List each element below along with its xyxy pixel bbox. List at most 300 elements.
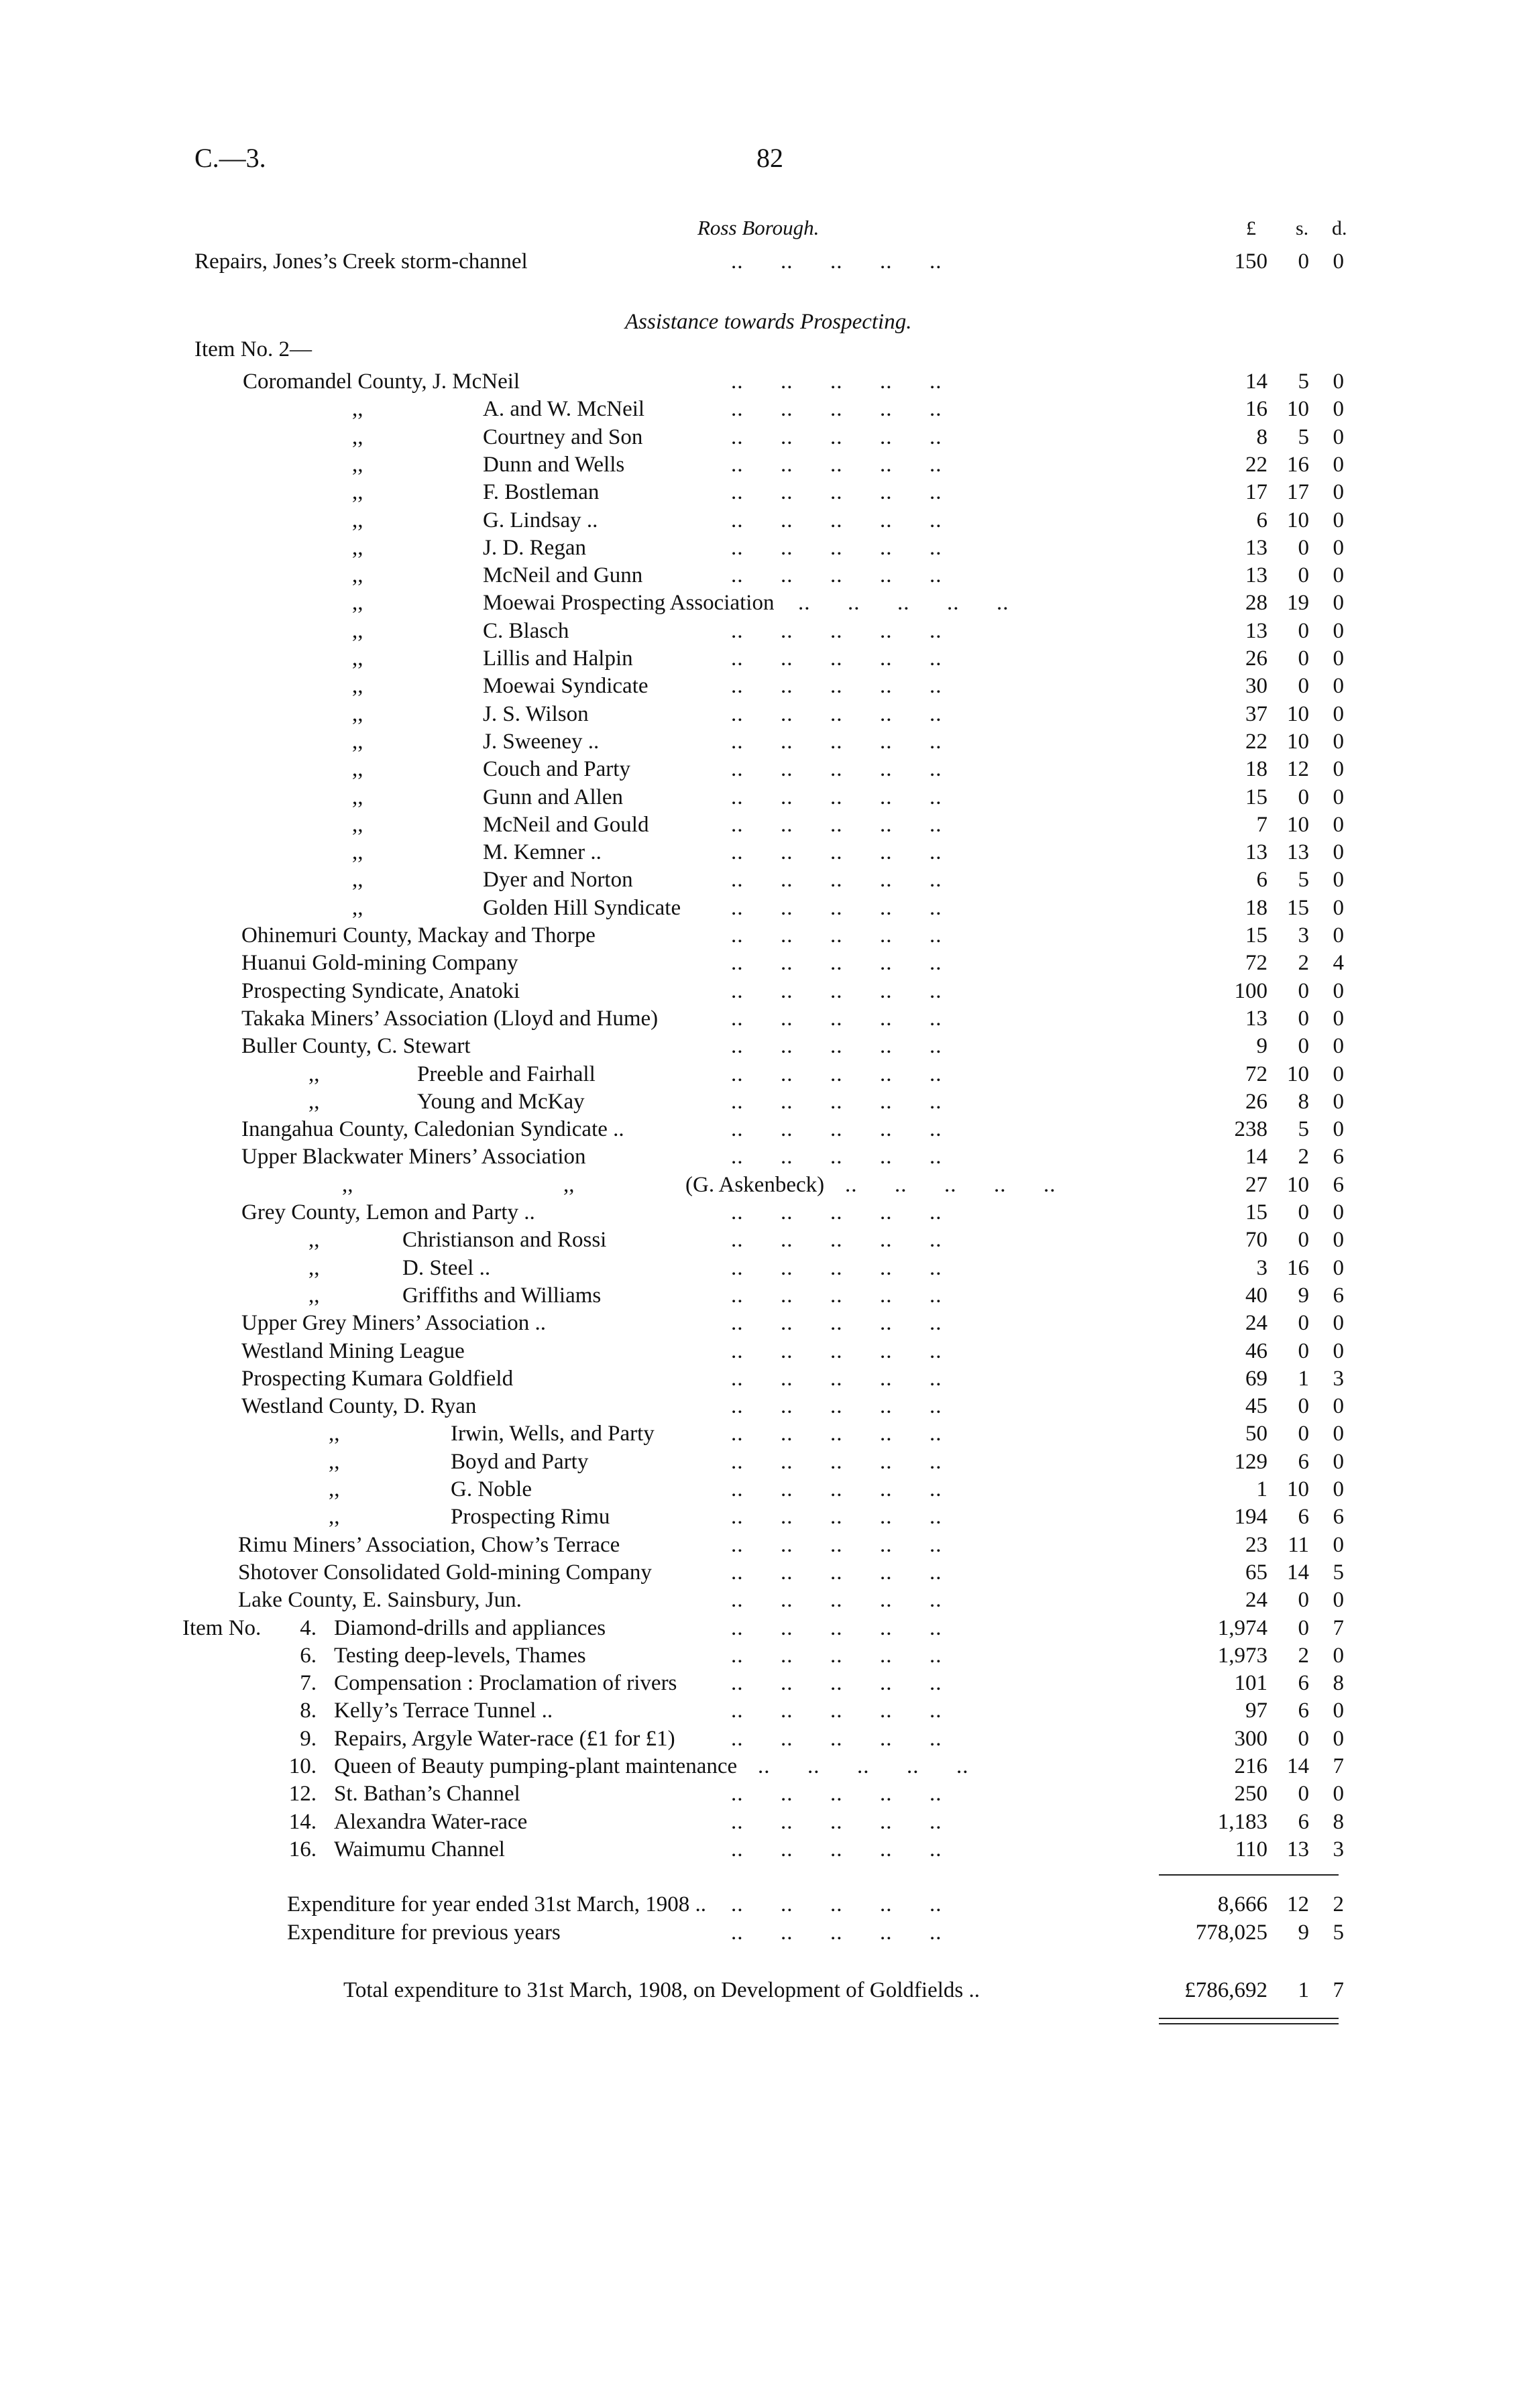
amount-pounds: £786,692 (1184, 1978, 1268, 2002)
row-label: Expenditure for previous years (287, 1920, 561, 1945)
report-reference: C.—3. (194, 143, 266, 173)
amount-pence: 2 (1333, 1892, 1344, 1916)
amount-shillings: 16 (1287, 1255, 1309, 1280)
amount-shillings: 11 (1288, 1532, 1309, 1557)
amount-pence: 6 (1333, 1145, 1344, 1169)
amount-pounds: 8,666 (1217, 1892, 1268, 1916)
item-number-prefix: Item No. (182, 1615, 262, 1640)
ditto-mark: ,, (352, 840, 363, 865)
amount-pence: 0 (1333, 452, 1344, 477)
leader-dots: .. .. .. .. .. (731, 397, 942, 422)
amount-shillings: 5 (1298, 1117, 1309, 1142)
leader-dots: .. .. .. .. .. (731, 535, 942, 560)
amount-pence: 7 (1333, 1615, 1344, 1640)
amount-pence: 0 (1333, 729, 1344, 754)
item-number: 10. (288, 1754, 317, 1778)
amount-pence: 0 (1333, 397, 1344, 422)
amount-pence: 0 (1333, 1699, 1344, 1723)
amount-pence: 0 (1333, 868, 1344, 893)
amount-pounds: 194 (1234, 1505, 1268, 1530)
ditto-mark: ,, (308, 1255, 320, 1280)
item-number: 4. (300, 1615, 317, 1640)
leader-dots: .. .. .. .. .. (731, 1892, 942, 1916)
leader-dots: .. .. .. .. .. (731, 1782, 942, 1807)
amount-shillings: 0 (1298, 1615, 1309, 1640)
row-label: Alexandra Water-race (334, 1809, 528, 1834)
amount-pence: 3 (1333, 1366, 1344, 1391)
leader-dots: .. .. .. .. .. (731, 480, 942, 505)
amount-shillings: 10 (1287, 701, 1309, 726)
row-label: Upper Grey Miners’ Association .. (241, 1311, 546, 1336)
amount-pence: 0 (1333, 1311, 1344, 1336)
leader-dots: .. .. .. .. .. (731, 923, 942, 948)
leader-dots: .. .. .. .. .. (731, 1532, 942, 1557)
ditto-mark: ,, (308, 1089, 320, 1114)
amount-shillings: 0 (1298, 674, 1309, 699)
amount-pence: 0 (1333, 1062, 1344, 1086)
row-label: Courtney and Son (483, 424, 643, 449)
amount-pence: 0 (1333, 978, 1344, 1003)
item-no-2-heading: Item No. 2— (194, 337, 313, 361)
amount-shillings: 1 (1298, 1366, 1309, 1391)
leader-dots: .. .. .. .. .. (731, 1200, 942, 1224)
leader-dots: .. .. .. .. .. (731, 1366, 942, 1391)
ditto-mark: ,, (352, 674, 363, 699)
leader-dots: .. .. .. .. .. (798, 591, 1009, 616)
row-label: J. D. Regan (483, 535, 586, 560)
amount-shillings: 10 (1287, 1477, 1309, 1501)
amount-pence: 0 (1333, 923, 1344, 948)
leader-dots: .. .. .. .. .. (731, 674, 942, 699)
leader-dots: .. .. .. .. .. (731, 868, 942, 893)
amount-pounds: 15 (1245, 1200, 1268, 1224)
amount-pence: 0 (1333, 480, 1344, 505)
amount-pounds: 30 (1245, 674, 1268, 699)
row-label: J. Sweeney .. (483, 729, 600, 754)
amount-pounds: 8 (1256, 424, 1268, 449)
amount-pounds: 13 (1245, 618, 1268, 643)
amount-pounds: 6 (1256, 508, 1268, 532)
leader-dots: .. .. .. .. .. (731, 249, 942, 274)
ditto-mark: ,, (308, 1283, 320, 1308)
row-label: Westland County, D. Ryan (241, 1394, 477, 1419)
amount-pence: 0 (1333, 1726, 1344, 1751)
amount-pence: 0 (1333, 895, 1344, 920)
amount-pounds: 100 (1234, 978, 1268, 1003)
amount-pounds: 238 (1234, 1117, 1268, 1142)
amount-pounds: 22 (1245, 729, 1268, 754)
ditto-mark: ,, (352, 480, 363, 505)
leader-dots: .. .. .. .. .. (731, 951, 942, 976)
amount-pounds: 1,183 (1217, 1809, 1268, 1834)
row-label: Queen of Beauty pumping-plant maintenance (334, 1754, 738, 1778)
row-label: Buller County, C. Stewart (241, 1034, 471, 1059)
amount-shillings: 0 (1298, 535, 1309, 560)
amount-pounds: 72 (1245, 1062, 1268, 1086)
leader-dots: .. .. .. .. .. (731, 424, 942, 449)
amount-shillings: 1 (1298, 1978, 1309, 2002)
ditto-mark: ,, (352, 508, 363, 532)
row-label: Prospecting Syndicate, Anatoki (241, 978, 520, 1003)
row-label: Dyer and Norton (483, 868, 633, 893)
amount-pounds: 17 (1245, 480, 1268, 505)
row-label: Grey County, Lemon and Party .. (241, 1200, 535, 1224)
row-label: Testing deep-levels, Thames (334, 1643, 586, 1668)
amount-shillings: 0 (1298, 1006, 1309, 1031)
amount-shillings: 0 (1298, 785, 1309, 809)
amount-pounds: 101 (1234, 1671, 1268, 1696)
leader-dots: .. .. .. .. .. (731, 508, 942, 532)
row-label: Diamond-drills and appliances (334, 1615, 606, 1640)
amount-pence: 0 (1333, 840, 1344, 865)
leader-dots: .. .. .. .. .. (731, 757, 942, 782)
amount-shillings: 2 (1298, 1643, 1309, 1668)
amount-pounds: 26 (1245, 646, 1268, 671)
amount-shillings: 0 (1298, 1200, 1309, 1224)
row-label: Golden Hill Syndicate (483, 895, 681, 920)
ditto-mark: ,, (352, 757, 363, 782)
section-title-assistance: Assistance towards Prospecting. (625, 310, 912, 334)
amount-pence: 0 (1333, 646, 1344, 671)
amount-pence: 0 (1333, 1089, 1344, 1114)
row-label: A. and W. McNeil (483, 397, 645, 422)
amount-pounds: 28 (1245, 591, 1268, 616)
amount-pounds: 300 (1234, 1726, 1268, 1751)
leader-dots: .. .. .. .. .. (731, 1311, 942, 1336)
amount-shillings: 6 (1298, 1449, 1309, 1474)
amount-shillings: 5 (1298, 868, 1309, 893)
ditto-mark: ,, (342, 1172, 353, 1197)
amount-pence: 0 (1333, 1782, 1344, 1807)
leader-dots: .. .. .. .. .. (731, 1505, 942, 1530)
total-rule-2 (1159, 2023, 1339, 2024)
row-label: G. Lindsay .. (483, 508, 598, 532)
amount-pounds: 3 (1256, 1255, 1268, 1280)
amount-pounds: 45 (1245, 1394, 1268, 1419)
amount-pence: 0 (1333, 1200, 1344, 1224)
amount-pounds: 40 (1245, 1283, 1268, 1308)
ditto-mark: ,, (352, 424, 363, 449)
amount-shillings: 0 (1298, 249, 1309, 274)
amount-pounds: 24 (1245, 1311, 1268, 1336)
amount-shillings: 0 (1298, 646, 1309, 671)
leader-dots: .. .. .. .. .. (731, 895, 942, 920)
ditto-mark: ,, (352, 591, 363, 616)
shillings-header: s. (1296, 217, 1309, 239)
ditto-mark: ,, (329, 1477, 340, 1501)
amount-pounds: 13 (1245, 563, 1268, 588)
leader-dots: .. .. .. .. .. (731, 1726, 942, 1751)
pounds-header: £ (1246, 217, 1256, 239)
amount-pence: 0 (1333, 1228, 1344, 1253)
amount-shillings: 6 (1298, 1699, 1309, 1723)
leader-dots: .. .. .. .. .. (731, 1117, 942, 1142)
row-label: Waimumu Channel (334, 1837, 505, 1861)
amount-pence: 0 (1333, 369, 1344, 394)
leader-dots: .. .. .. .. .. (731, 1255, 942, 1280)
amount-pence: 0 (1333, 785, 1344, 809)
amount-pence: 3 (1333, 1837, 1344, 1861)
amount-pounds: 1 (1256, 1477, 1268, 1501)
row-label: Dunn and Wells (483, 452, 625, 477)
ditto-mark: ,, (352, 618, 363, 643)
row-label: McNeil and Gunn (483, 563, 643, 588)
amount-pence: 0 (1333, 1422, 1344, 1446)
amount-shillings: 0 (1298, 563, 1309, 588)
amount-pence: 0 (1333, 1034, 1344, 1059)
leader-dots: .. .. .. .. .. (731, 701, 942, 726)
amount-shillings: 5 (1298, 424, 1309, 449)
leader-dots: .. .. .. .. .. (731, 563, 942, 588)
amount-shillings: 16 (1287, 452, 1309, 477)
amount-pounds: 27 (1245, 1172, 1268, 1197)
amount-shillings: 0 (1298, 1588, 1309, 1613)
amount-shillings: 0 (1298, 1726, 1309, 1751)
amount-pence: 0 (1333, 1006, 1344, 1031)
row-label: Gunn and Allen (483, 785, 623, 809)
row-label: Huanui Gold-mining Company (241, 951, 518, 976)
amount-shillings: 13 (1287, 1837, 1309, 1861)
leader-dots: .. .. .. .. .. (731, 978, 942, 1003)
leader-dots: .. .. .. .. .. (731, 1588, 942, 1613)
amount-pence: 0 (1333, 618, 1344, 643)
row-label: Compensation : Proclamation of rivers (334, 1671, 677, 1696)
item-number: 8. (300, 1699, 317, 1723)
amount-shillings: 6 (1298, 1505, 1309, 1530)
leader-dots: .. .. .. .. .. (731, 1283, 942, 1308)
amount-pence: 0 (1333, 249, 1344, 274)
amount-pence: 0 (1333, 508, 1344, 532)
leader-dots: .. .. .. .. .. (731, 1920, 942, 1945)
amount-shillings: 3 (1298, 923, 1309, 948)
row-label: Prospecting Kumara Goldfield (241, 1366, 514, 1391)
amount-pounds: 150 (1234, 249, 1268, 274)
amount-shillings: 0 (1298, 618, 1309, 643)
amount-pence: 4 (1333, 951, 1344, 976)
ditto-mark: ,, (352, 895, 363, 920)
row-label: Ohinemuri County, Mackay and Thorpe (241, 923, 596, 948)
amount-pence: 0 (1333, 1338, 1344, 1363)
row-label: Boyd and Party (451, 1449, 589, 1474)
amount-pence: 0 (1333, 563, 1344, 588)
amount-pounds: 22 (1245, 452, 1268, 477)
row-label: Expenditure for year ended 31st March, 1908 .. (287, 1892, 706, 1916)
leader-dots: .. .. .. .. .. (731, 1699, 942, 1723)
amount-pence: 6 (1333, 1505, 1344, 1530)
ditto-mark: ,, (352, 535, 363, 560)
row-label: Inangahua County, Caledonian Syndicate .. (241, 1117, 624, 1142)
row-label: Lake County, E. Sainsbury, Jun. (238, 1588, 522, 1613)
amount-pounds: 14 (1245, 369, 1268, 394)
ditto-mark: ,, (352, 646, 363, 671)
amount-pounds: 23 (1245, 1532, 1268, 1557)
amount-pence: 0 (1333, 424, 1344, 449)
amount-pence: 0 (1333, 674, 1344, 699)
ditto-mark: ,, (352, 397, 363, 422)
amount-pence: 5 (1333, 1560, 1344, 1585)
ditto-mark: ,, (352, 701, 363, 726)
amount-pounds: 97 (1245, 1699, 1268, 1723)
amount-pence: 0 (1333, 701, 1344, 726)
row-label: D. Steel .. (402, 1255, 491, 1280)
amount-pence: 0 (1333, 757, 1344, 782)
row-label: Westland Mining League (241, 1338, 465, 1363)
leader-dots: .. .. .. .. .. (731, 1394, 942, 1419)
amount-shillings: 0 (1298, 1228, 1309, 1253)
ditto-mark: ,, (352, 812, 363, 837)
amount-pence: 7 (1333, 1754, 1344, 1778)
amount-pounds: 18 (1245, 895, 1268, 920)
amount-pounds: 1,973 (1217, 1643, 1268, 1668)
leader-dots: .. .. .. .. .. (731, 812, 942, 837)
amount-shillings: 8 (1298, 1089, 1309, 1114)
amount-pounds: 24 (1245, 1588, 1268, 1613)
item-number: 14. (288, 1809, 317, 1834)
row-label: M. Kemner .. (483, 840, 602, 865)
item-number: 12. (288, 1782, 317, 1807)
subtotal-rule (1159, 1874, 1339, 1876)
amount-shillings: 0 (1298, 1394, 1309, 1419)
ditto-mark: ,, (308, 1062, 320, 1086)
row-label: Christianson and Rossi (402, 1228, 607, 1253)
amount-pounds: 18 (1245, 757, 1268, 782)
amount-pence: 0 (1333, 1394, 1344, 1419)
item-number: 7. (300, 1671, 317, 1696)
amount-pence: 0 (1333, 1643, 1344, 1668)
amount-shillings: 10 (1287, 729, 1309, 754)
row-label: Upper Blackwater Miners’ Association (241, 1145, 586, 1169)
row-label: Shotover Consolidated Gold-mining Company (238, 1560, 652, 1585)
leader-dots: .. .. .. .. .. (731, 1034, 942, 1059)
amount-pounds: 16 (1245, 397, 1268, 422)
row-label: Preeble and Fairhall (417, 1062, 596, 1086)
amount-shillings: 10 (1287, 1062, 1309, 1086)
amount-pence: 0 (1333, 1117, 1344, 1142)
leader-dots: .. .. .. .. .. (731, 1145, 942, 1169)
amount-pounds: 1,974 (1217, 1615, 1268, 1640)
amount-pounds: 15 (1245, 785, 1268, 809)
amount-pounds: 13 (1245, 535, 1268, 560)
amount-pounds: 15 (1245, 923, 1268, 948)
leader-dots: .. .. .. .. .. (731, 1006, 942, 1031)
ditto-mark: ,, (329, 1422, 340, 1446)
amount-pounds: 13 (1245, 1006, 1268, 1031)
amount-shillings: 9 (1298, 1283, 1309, 1308)
leader-dots: .. .. .. .. .. (758, 1754, 969, 1778)
amount-shillings: 10 (1287, 508, 1309, 532)
amount-shillings: 12 (1287, 757, 1309, 782)
leader-dots: .. .. .. .. .. (731, 1643, 942, 1668)
amount-shillings: 2 (1298, 1145, 1309, 1169)
amount-pounds: 70 (1245, 1228, 1268, 1253)
row-label: Moewai Syndicate (483, 674, 649, 699)
amount-pounds: 65 (1245, 1560, 1268, 1585)
amount-pence: 0 (1333, 1477, 1344, 1501)
amount-pence: 0 (1333, 591, 1344, 616)
amount-pounds: 778,025 (1195, 1920, 1268, 1945)
ditto-mark: ,, (308, 1228, 320, 1253)
row-label: Repairs, Jones’s Creek storm-channel (194, 249, 528, 274)
amount-shillings: 14 (1287, 1560, 1309, 1585)
ditto-mark: ,, (352, 729, 363, 754)
amount-pounds: 69 (1245, 1366, 1268, 1391)
row-label: Irwin, Wells, and Party (451, 1422, 655, 1446)
leader-dots: .. .. .. .. .. (731, 1228, 942, 1253)
row-label: Coromandel County, J. McNeil (243, 369, 520, 394)
leader-dots: .. .. .. .. .. (731, 840, 942, 865)
row-label: St. Bathan’s Channel (334, 1782, 520, 1807)
amount-shillings: 9 (1298, 1920, 1309, 1945)
amount-shillings: 0 (1298, 1311, 1309, 1336)
amount-pounds: 129 (1234, 1449, 1268, 1474)
item-number: 6. (300, 1643, 317, 1668)
amount-shillings: 19 (1287, 591, 1309, 616)
amount-shillings: 0 (1298, 978, 1309, 1003)
row-label: F. Bostleman (483, 480, 600, 505)
leader-dots: .. .. .. .. .. (731, 618, 942, 643)
leader-dots: .. .. .. .. .. (731, 729, 942, 754)
amount-shillings: 14 (1287, 1754, 1309, 1778)
amount-shillings: 17 (1287, 480, 1309, 505)
page-number: 82 (756, 143, 783, 173)
amount-pounds: 14 (1245, 1145, 1268, 1169)
amount-pence: 0 (1333, 812, 1344, 837)
amount-pounds: 26 (1245, 1089, 1268, 1114)
row-label: Moewai Prospecting Association (483, 591, 775, 616)
amount-shillings: 0 (1298, 1034, 1309, 1059)
leader-dots: .. .. .. .. .. (731, 1837, 942, 1861)
amount-pence: 7 (1333, 1978, 1344, 2002)
leader-dots: .. .. .. .. .. (731, 785, 942, 809)
leader-dots: .. .. .. .. .. (731, 452, 942, 477)
leader-dots: .. .. .. .. .. (731, 1062, 942, 1086)
amount-pence: 0 (1333, 1588, 1344, 1613)
amount-pence: 8 (1333, 1809, 1344, 1834)
amount-shillings: 0 (1298, 1422, 1309, 1446)
ditto-mark: ,, (352, 563, 363, 588)
amount-pence: 0 (1333, 1532, 1344, 1557)
row-label: Prospecting Rimu (451, 1505, 610, 1530)
amount-pence: 0 (1333, 535, 1344, 560)
total-rule-1 (1159, 2018, 1339, 2019)
row-label: Lillis and Halpin (483, 646, 633, 671)
row-label: C. Blasch (483, 618, 569, 643)
ditto-mark: ,, (563, 1172, 575, 1197)
leader-dots: .. .. .. .. .. (731, 646, 942, 671)
amount-pence: 5 (1333, 1920, 1344, 1945)
amount-pence: 6 (1333, 1283, 1344, 1308)
amount-pounds: 216 (1234, 1754, 1268, 1778)
leader-dots: .. .. .. .. .. (731, 1615, 942, 1640)
row-label: McNeil and Gould (483, 812, 649, 837)
amount-shillings: 12 (1287, 1892, 1309, 1916)
amount-shillings: 10 (1287, 397, 1309, 422)
amount-shillings: 15 (1287, 895, 1309, 920)
leader-dots: .. .. .. .. .. (731, 1449, 942, 1474)
ditto-mark: ,, (352, 868, 363, 893)
amount-shillings: 2 (1298, 951, 1309, 976)
row-label: Rimu Miners’ Association, Chow’s Terrace (238, 1532, 620, 1557)
leader-dots: .. .. .. .. .. (731, 1477, 942, 1501)
amount-shillings: 10 (1287, 812, 1309, 837)
leader-dots: .. .. .. .. .. (845, 1172, 1056, 1197)
amount-pounds: 50 (1245, 1422, 1268, 1446)
row-label: (G. Askenbeck) (685, 1172, 825, 1197)
leader-dots: .. .. .. .. .. (731, 1671, 942, 1696)
amount-pounds: 72 (1245, 951, 1268, 976)
ditto-mark: ,, (329, 1449, 340, 1474)
row-label: Repairs, Argyle Water-race (£1 for £1) (334, 1726, 675, 1751)
